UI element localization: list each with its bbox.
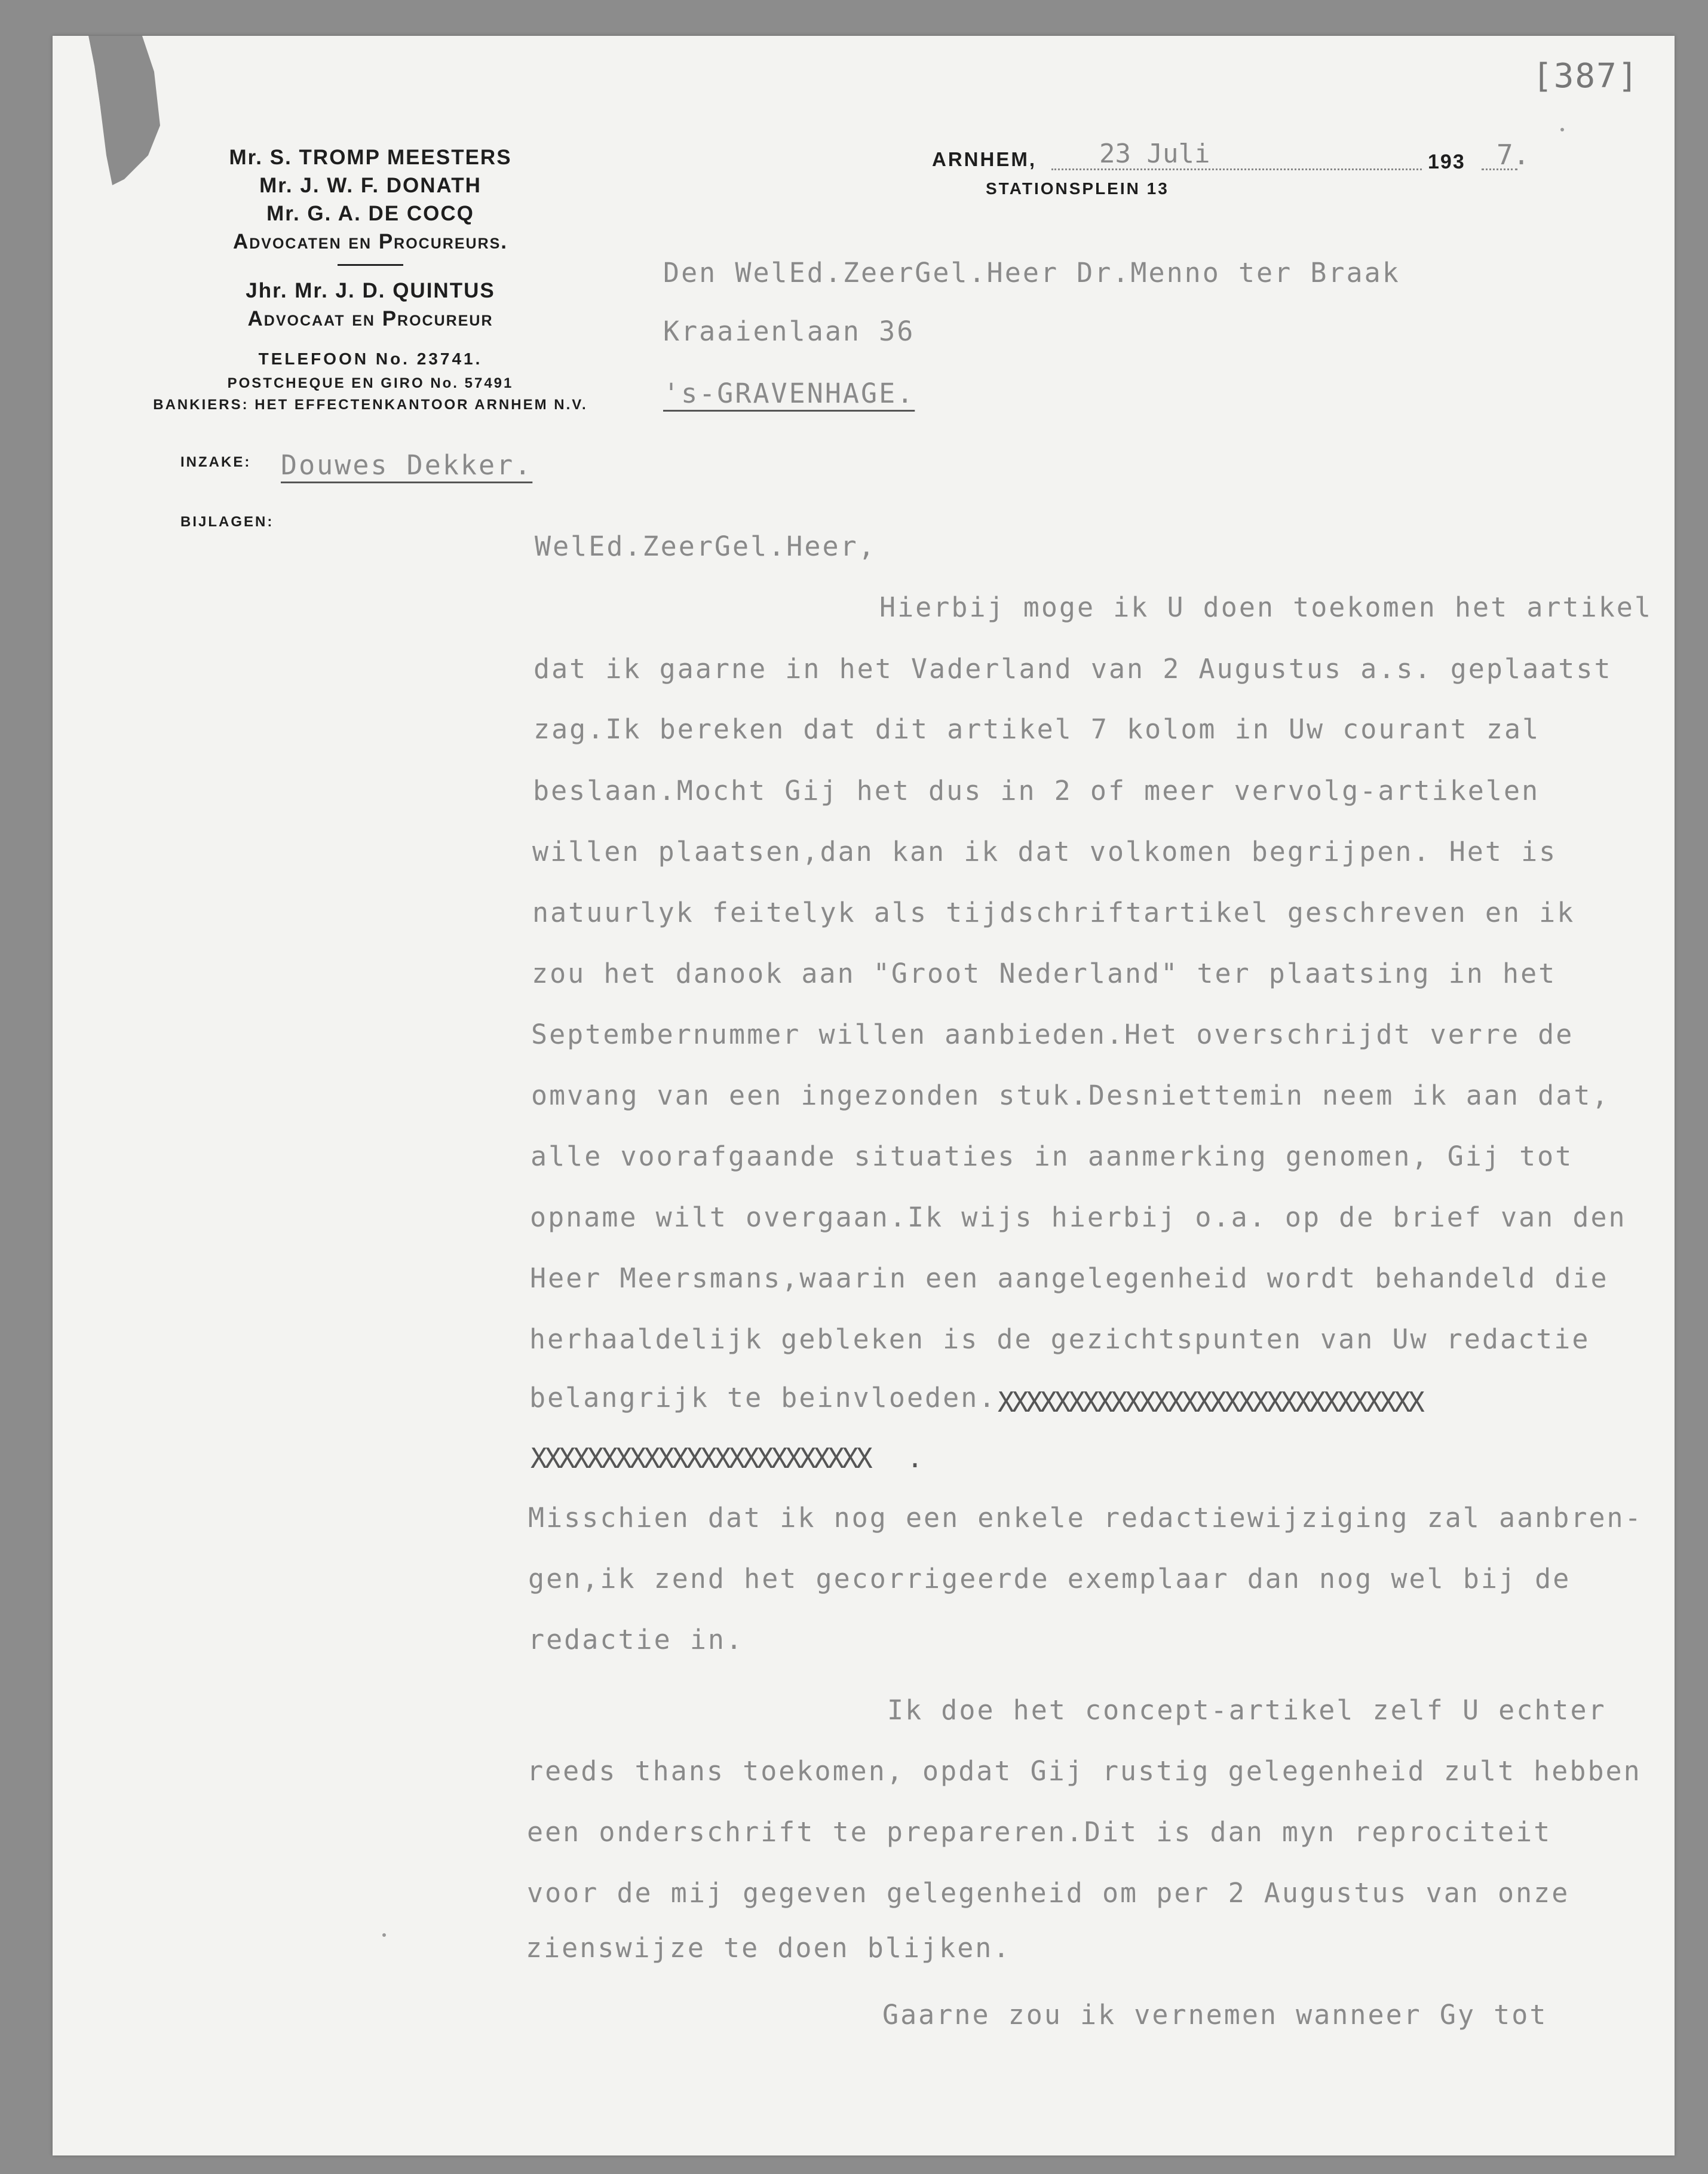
- bankers: BANKIERS: HET EFFECTENKANTOOR ARNHEM N.V.: [153, 397, 588, 413]
- body-line: zag.Ik bereken dat dit artikel 7 kolom in Uw courant zal: [533, 713, 1541, 745]
- body-line: opname wilt overgaan.Ik wijs hierbij o.a. op de brief van den: [530, 1201, 1627, 1233]
- archive-number: [387]: [1532, 57, 1639, 96]
- letterhead-firm: [149, 143, 591, 416]
- body-line: gen,ik zend het gecorrigeerde exemplaar dan nog wel bij de: [528, 1563, 1571, 1595]
- struck-end: .: [907, 1442, 925, 1474]
- torn-corner: [53, 36, 160, 191]
- body-line: Misschien dat ik nog een enkele redactiewijziging zal aanbren-: [528, 1502, 1643, 1534]
- body-line: Hierbij moge ik U doen toekomen het artikel: [879, 591, 1652, 623]
- paper-speck: [382, 1933, 386, 1937]
- partner-name: Mr. G. A. DE COCQ: [266, 202, 474, 225]
- body-line: Septembernummer willen aanbieden.Het overschrijdt verre de: [531, 1019, 1574, 1050]
- body-line: zienswijze te doen blijken.: [526, 1932, 1011, 1964]
- struck-out-text: XXXXXXXXXXXXXXXXXXXXXXXX: [531, 1442, 870, 1474]
- subject-label: INZAKE:: [180, 454, 252, 470]
- body-line: Heer Meersmans,waarin een aangelegenheid wordt behandeld die: [530, 1262, 1609, 1294]
- year-prefix: 193: [1428, 151, 1465, 173]
- body-line: voor de mij gegeven gelegenheid om per 2 Augustus van onze: [527, 1877, 1570, 1909]
- letter-date: 23 Juli: [1099, 139, 1210, 169]
- postcheque-number: POSTCHEQUE EN GIRO No. 57491: [227, 375, 514, 391]
- associate-name: Jhr. Mr. J. D. QUINTUS: [246, 279, 495, 302]
- letterhead-rule: [338, 264, 403, 266]
- partners-title: Advocaten en Procureurs.: [232, 230, 508, 253]
- body-line: natuurlyk feitelyk als tijdschriftartikel geschreven en ik: [532, 897, 1575, 928]
- attachments-label: BIJLAGEN:: [180, 514, 274, 530]
- body-line: reeds thans toekomen, opdat Gij rustig gelegenheid zult hebben: [527, 1755, 1642, 1787]
- body-line: alle voorafgaande situaties in aanmerking genomen, Gij tot: [531, 1140, 1574, 1172]
- subject-value: Douwes Dekker.: [281, 449, 533, 481]
- recipient-name: Den WelEd.ZeerGel.Heer Dr.Menno ter Braak: [663, 257, 1400, 289]
- body-line: zou het danook aan "Groot Nederland" ter plaatsing in het: [532, 958, 1557, 989]
- body-line: herhaaldelijk gebleken is de gezichtspunten van Uw redactie: [529, 1323, 1590, 1355]
- body-line: omvang van een ingezonden stuk.Desniettemin neem ik aan dat,: [531, 1080, 1610, 1111]
- year-digit: 7.: [1497, 139, 1530, 171]
- body-line: dat ik gaarne in het Vaderland van 2 Augustus a.s. geplaatst: [533, 653, 1612, 685]
- recipient-city: 's-GRAVENHAGE.: [663, 378, 915, 409]
- body-line: redactie in.: [528, 1624, 744, 1655]
- letterhead-place: ARNHEM,: [932, 148, 1037, 170]
- body-line: Ik doe het concept-artikel zelf U echter: [887, 1694, 1606, 1726]
- body-line: belangrijk te beinvloeden.: [529, 1382, 997, 1413]
- recipient-street: Kraaienlaan 36: [663, 315, 915, 347]
- partner-name: Mr. S. TROMP MEESTERS: [229, 146, 512, 169]
- struck-out-text: XXXXXXXXXXXXXXXXXXXXXXXXXXXXXX: [998, 1386, 1422, 1418]
- paper-speck: [1560, 128, 1564, 131]
- body-line: een onderschrift te prepareren.Dit is dan myn reprociteit: [527, 1816, 1552, 1848]
- body-line: willen plaatsen,dan kan ik dat volkomen begrijpen. Het is: [532, 836, 1557, 867]
- associate-title: Advocaat en Procureur: [247, 307, 493, 330]
- partner-name: Mr. J. W. F. DONATH: [259, 174, 482, 197]
- letterhead-street: STATIONSPLEIN 13: [986, 179, 1169, 198]
- body-line: beslaan.Mocht Gij het dus in 2 of meer vervolg-artikelen: [533, 775, 1540, 807]
- salutation: WelEd.ZeerGel.Heer,: [535, 531, 876, 562]
- phone-number: TELEFOON No. 23741.: [258, 349, 483, 368]
- body-line: Gaarne zou ik vernemen wanneer Gy tot: [882, 1999, 1548, 2031]
